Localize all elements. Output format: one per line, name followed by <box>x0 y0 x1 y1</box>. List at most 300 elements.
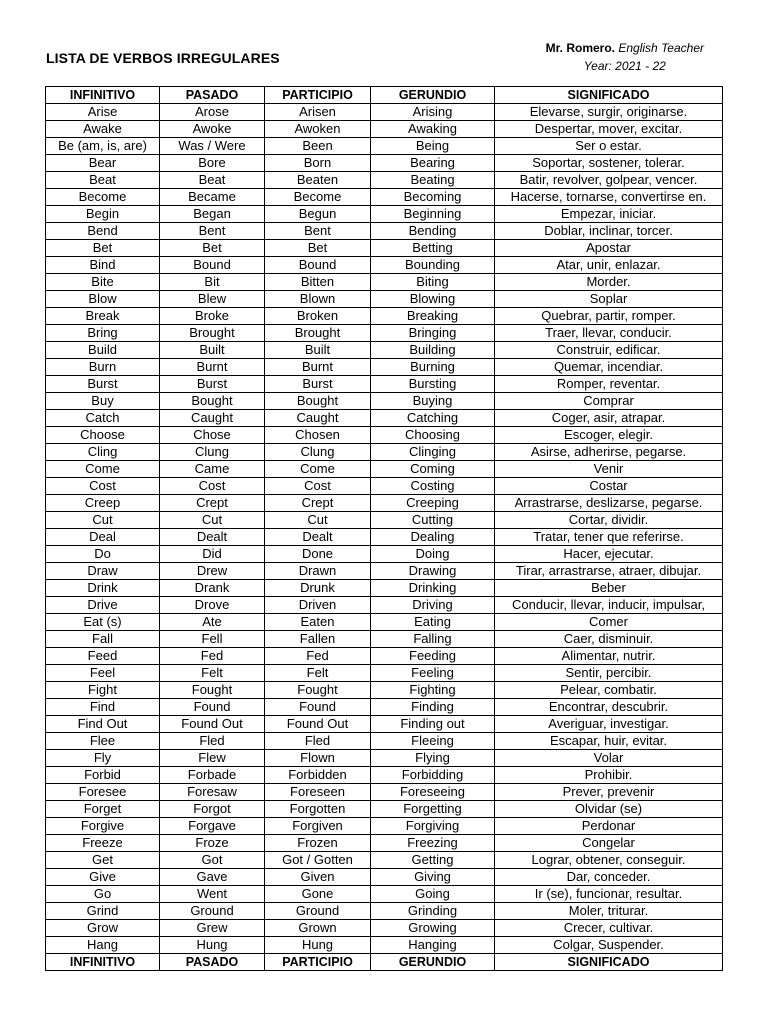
table-footer-row <box>46 954 723 971</box>
cell-gerundio: Catching <box>371 410 495 427</box>
table-row <box>46 869 723 886</box>
cell-participio: Bound <box>265 257 371 274</box>
table-row <box>46 733 723 750</box>
cell-gerundio: Feeding <box>371 648 495 665</box>
cell-gerundio: Drinking <box>371 580 495 597</box>
cell-pasado: Built <box>160 342 265 359</box>
cell-infinitivo: Bind <box>46 257 160 274</box>
cell-participio: Bent <box>265 223 371 240</box>
cell-participio: Bought <box>265 393 371 410</box>
cell-pasado: Fell <box>160 631 265 648</box>
cell-pasado: Foresaw <box>160 784 265 801</box>
cell-pasado: Found <box>160 699 265 716</box>
cell-gerundio: Being <box>371 138 495 155</box>
cell-participio: Found <box>265 699 371 716</box>
cell-infinitivo: Feed <box>46 648 160 665</box>
table-row <box>46 325 723 342</box>
cell-pasado: Forgot <box>160 801 265 818</box>
cell-infinitivo: Arise <box>46 104 160 121</box>
cell-significado: Romper, reventar. <box>495 376 723 393</box>
cell-infinitivo: Find Out <box>46 716 160 733</box>
cell-participio: Fled <box>265 733 371 750</box>
cell-pasado: Ground <box>160 903 265 920</box>
cell-participio: Bet <box>265 240 371 257</box>
cell-significado: Ser o estar. <box>495 138 723 155</box>
cell-participio: Crept <box>265 495 371 512</box>
cell-gerundio: Beating <box>371 172 495 189</box>
cell-gerundio: Falling <box>371 631 495 648</box>
cell-gerundio: Buying <box>371 393 495 410</box>
cell-significado: Hacerse, tornarse, convertirse en. <box>495 189 723 206</box>
cell-participio: Burnt <box>265 359 371 376</box>
cell-participio: Bitten <box>265 274 371 291</box>
cell-participio: Forbidden <box>265 767 371 784</box>
cell-participio: Broken <box>265 308 371 325</box>
cell-infinitivo: Awake <box>46 121 160 138</box>
cell-participio: Got / Gotten <box>265 852 371 869</box>
table-row <box>46 223 723 240</box>
cell-gerundio: Drawing <box>371 563 495 580</box>
cell-pasado: Blew <box>160 291 265 308</box>
column-header-participio: PARTICIPIO <box>265 87 371 104</box>
table-row <box>46 376 723 393</box>
cell-significado: Crecer, cultivar. <box>495 920 723 937</box>
table-row <box>46 835 723 852</box>
cell-pasado: Fed <box>160 648 265 665</box>
cell-gerundio: Bearing <box>371 155 495 172</box>
cell-infinitivo: Forget <box>46 801 160 818</box>
cell-significado: Apostar <box>495 240 723 257</box>
cell-gerundio: Freezing <box>371 835 495 852</box>
cell-pasado: Froze <box>160 835 265 852</box>
cell-gerundio: Dealing <box>371 529 495 546</box>
cell-pasado: Drove <box>160 597 265 614</box>
cell-participio: Drunk <box>265 580 371 597</box>
cell-infinitivo: Begin <box>46 206 160 223</box>
table-row <box>46 104 723 121</box>
cell-participio: Come <box>265 461 371 478</box>
cell-gerundio: Breaking <box>371 308 495 325</box>
cell-pasado: Clung <box>160 444 265 461</box>
cell-infinitivo: Freeze <box>46 835 160 852</box>
cell-gerundio: Bounding <box>371 257 495 274</box>
cell-pasado: Forbade <box>160 767 265 784</box>
cell-significado: Soportar, sostener, tolerar. <box>495 155 723 172</box>
cell-infinitivo: Creep <box>46 495 160 512</box>
cell-infinitivo: Give <box>46 869 160 886</box>
cell-infinitivo: Drive <box>46 597 160 614</box>
cell-pasado: Bent <box>160 223 265 240</box>
cell-pasado: Did <box>160 546 265 563</box>
cell-gerundio: Doing <box>371 546 495 563</box>
table-row <box>46 512 723 529</box>
cell-participio: Eaten <box>265 614 371 631</box>
table-row <box>46 274 723 291</box>
cell-infinitivo: Forbid <box>46 767 160 784</box>
cell-pasado: Began <box>160 206 265 223</box>
cell-gerundio: Finding <box>371 699 495 716</box>
cell-infinitivo: Flee <box>46 733 160 750</box>
school-year: Year: 2021 - 22 <box>583 59 666 73</box>
cell-participio: Fallen <box>265 631 371 648</box>
cell-pasado: Cut <box>160 512 265 529</box>
cell-pasado: Drank <box>160 580 265 597</box>
cell-infinitivo: Come <box>46 461 160 478</box>
cell-gerundio: Growing <box>371 920 495 937</box>
cell-participio: Cost <box>265 478 371 495</box>
cell-significado: Quebrar, partir, romper. <box>495 308 723 325</box>
cell-infinitivo: Bear <box>46 155 160 172</box>
cell-significado: Soplar <box>495 291 723 308</box>
table-row <box>46 359 723 376</box>
cell-pasado: Dealt <box>160 529 265 546</box>
column-header-pasado: PASADO <box>160 87 265 104</box>
cell-infinitivo: Bring <box>46 325 160 342</box>
cell-participio: Given <box>265 869 371 886</box>
cell-infinitivo: Fall <box>46 631 160 648</box>
cell-infinitivo: Fly <box>46 750 160 767</box>
table-row <box>46 563 723 580</box>
cell-participio: Drawn <box>265 563 371 580</box>
table-row <box>46 444 723 461</box>
cell-significado: Prohibir. <box>495 767 723 784</box>
cell-pasado: Beat <box>160 172 265 189</box>
cell-pasado: Crept <box>160 495 265 512</box>
table-row <box>46 240 723 257</box>
table-row <box>46 206 723 223</box>
cell-significado: Despertar, mover, excitar. <box>495 121 723 138</box>
cell-pasado: Brought <box>160 325 265 342</box>
cell-pasado: Fought <box>160 682 265 699</box>
cell-infinitivo: Buy <box>46 393 160 410</box>
table-row <box>46 852 723 869</box>
cell-participio: Found Out <box>265 716 371 733</box>
cell-participio: Fought <box>265 682 371 699</box>
cell-gerundio: Becoming <box>371 189 495 206</box>
cell-gerundio: Fleeing <box>371 733 495 750</box>
cell-participio: Forgiven <box>265 818 371 835</box>
cell-significado: Traer, llevar, conducir. <box>495 325 723 342</box>
cell-infinitivo: Eat (s) <box>46 614 160 631</box>
cell-gerundio: Biting <box>371 274 495 291</box>
cell-pasado: Flew <box>160 750 265 767</box>
table-row <box>46 801 723 818</box>
cell-gerundio: Burning <box>371 359 495 376</box>
cell-infinitivo: Do <box>46 546 160 563</box>
cell-infinitivo: Cost <box>46 478 160 495</box>
cell-infinitivo: Draw <box>46 563 160 580</box>
cell-significado: Doblar, inclinar, torcer. <box>495 223 723 240</box>
table-row <box>46 257 723 274</box>
table-row <box>46 886 723 903</box>
cell-gerundio: Getting <box>371 852 495 869</box>
cell-gerundio: Costing <box>371 478 495 495</box>
cell-participio: Gone <box>265 886 371 903</box>
table-row <box>46 291 723 308</box>
cell-pasado: Grew <box>160 920 265 937</box>
cell-gerundio: Creeping <box>371 495 495 512</box>
cell-participio: Foreseen <box>265 784 371 801</box>
cell-gerundio: Clinging <box>371 444 495 461</box>
cell-infinitivo: Build <box>46 342 160 359</box>
cell-infinitivo: Choose <box>46 427 160 444</box>
table-row <box>46 818 723 835</box>
cell-pasado: Bound <box>160 257 265 274</box>
column-header-significado: SIGNIFICADO <box>495 87 723 104</box>
cell-infinitivo: Find <box>46 699 160 716</box>
cell-significado: Colgar, Suspender. <box>495 937 723 954</box>
cell-pasado: Went <box>160 886 265 903</box>
cell-significado: Construir, edificar. <box>495 342 723 359</box>
table-row <box>46 597 723 614</box>
cell-significado: Beber <box>495 580 723 597</box>
cell-participio: Burst <box>265 376 371 393</box>
cell-significado: Olvidar (se) <box>495 801 723 818</box>
table-row <box>46 410 723 427</box>
cell-pasado: Ate <box>160 614 265 631</box>
cell-significado: Arrastrarse, deslizarse, pegarse. <box>495 495 723 512</box>
table-row <box>46 495 723 512</box>
cell-gerundio: Foreseeing <box>371 784 495 801</box>
cell-infinitivo: Beat <box>46 172 160 189</box>
table-row <box>46 189 723 206</box>
cell-infinitivo: Go <box>46 886 160 903</box>
cell-gerundio: Driving <box>371 597 495 614</box>
table-row <box>46 903 723 920</box>
cell-gerundio: Beginning <box>371 206 495 223</box>
table-row <box>46 784 723 801</box>
column-footer-infinitivo: INFINITIVO <box>46 954 160 971</box>
cell-participio: Clung <box>265 444 371 461</box>
cell-pasado: Got <box>160 852 265 869</box>
cell-significado: Sentir, percibir. <box>495 665 723 682</box>
cell-participio: Begun <box>265 206 371 223</box>
cell-significado: Batir, revolver, golpear, vencer. <box>495 172 723 189</box>
cell-pasado: Bore <box>160 155 265 172</box>
cell-significado: Morder. <box>495 274 723 291</box>
cell-gerundio: Forgetting <box>371 801 495 818</box>
cell-significado: Asirse, adherirse, pegarse. <box>495 444 723 461</box>
cell-pasado: Bought <box>160 393 265 410</box>
cell-significado: Quemar, incendiar. <box>495 359 723 376</box>
cell-gerundio: Cutting <box>371 512 495 529</box>
cell-participio: Awoken <box>265 121 371 138</box>
irregular-verbs-table <box>45 86 723 971</box>
cell-pasado: Drew <box>160 563 265 580</box>
cell-participio: Fed <box>265 648 371 665</box>
cell-participio: Driven <box>265 597 371 614</box>
cell-significado: Moler, triturar. <box>495 903 723 920</box>
table-row <box>46 172 723 189</box>
cell-infinitivo: Drink <box>46 580 160 597</box>
document-title: LISTA DE VERBOS IRREGULARES <box>46 50 280 66</box>
cell-significado: Alimentar, nutrir. <box>495 648 723 665</box>
cell-significado: Caer, disminuir. <box>495 631 723 648</box>
cell-participio: Forgotten <box>265 801 371 818</box>
cell-significado: Comprar <box>495 393 723 410</box>
cell-gerundio: Fighting <box>371 682 495 699</box>
cell-participio: Beaten <box>265 172 371 189</box>
cell-participio: Blown <box>265 291 371 308</box>
cell-infinitivo: Cut <box>46 512 160 529</box>
cell-gerundio: Flying <box>371 750 495 767</box>
cell-significado: Lograr, obtener, conseguir. <box>495 852 723 869</box>
table-row <box>46 529 723 546</box>
table-row <box>46 461 723 478</box>
table-row <box>46 648 723 665</box>
table-row <box>46 138 723 155</box>
column-header-gerundio: GERUNDIO <box>371 87 495 104</box>
table-row <box>46 716 723 733</box>
table-row <box>46 580 723 597</box>
cell-infinitivo: Become <box>46 189 160 206</box>
cell-gerundio: Coming <box>371 461 495 478</box>
table-row <box>46 920 723 937</box>
cell-significado: Encontrar, descubrir. <box>495 699 723 716</box>
cell-infinitivo: Feel <box>46 665 160 682</box>
cell-pasado: Caught <box>160 410 265 427</box>
cell-significado: Atar, unir, enlazar. <box>495 257 723 274</box>
cell-infinitivo: Hang <box>46 937 160 954</box>
cell-infinitivo: Foresee <box>46 784 160 801</box>
cell-significado: Perdonar <box>495 818 723 835</box>
cell-infinitivo: Burst <box>46 376 160 393</box>
cell-significado: Ir (se), funcionar, resultar. <box>495 886 723 903</box>
cell-gerundio: Bending <box>371 223 495 240</box>
cell-gerundio: Choosing <box>371 427 495 444</box>
cell-significado: Costar <box>495 478 723 495</box>
cell-significado: Escoger, elegir. <box>495 427 723 444</box>
cell-significado: Escapar, huir, evitar. <box>495 733 723 750</box>
cell-pasado: Cost <box>160 478 265 495</box>
cell-significado: Cortar, dividir. <box>495 512 723 529</box>
cell-participio: Caught <box>265 410 371 427</box>
cell-significado: Tratar, tener que referirse. <box>495 529 723 546</box>
cell-gerundio: Forgiving <box>371 818 495 835</box>
cell-participio: Become <box>265 189 371 206</box>
table-row <box>46 155 723 172</box>
cell-gerundio: Arising <box>371 104 495 121</box>
table-row <box>46 614 723 631</box>
cell-pasado: Bet <box>160 240 265 257</box>
cell-pasado: Arose <box>160 104 265 121</box>
teacher-role: English Teacher <box>618 41 704 55</box>
cell-participio: Hung <box>265 937 371 954</box>
cell-significado: Comer <box>495 614 723 631</box>
column-footer-pasado: PASADO <box>160 954 265 971</box>
cell-pasado: Felt <box>160 665 265 682</box>
cell-gerundio: Hanging <box>371 937 495 954</box>
cell-gerundio: Bursting <box>371 376 495 393</box>
column-footer-gerundio: GERUNDIO <box>371 954 495 971</box>
table-row <box>46 427 723 444</box>
table-row <box>46 699 723 716</box>
teacher-info <box>546 39 704 75</box>
cell-gerundio: Blowing <box>371 291 495 308</box>
cell-significado: Prever, prevenir <box>495 784 723 801</box>
cell-gerundio: Bringing <box>371 325 495 342</box>
cell-significado: Averiguar, investigar. <box>495 716 723 733</box>
table-row <box>46 308 723 325</box>
cell-significado: Hacer, ejecutar. <box>495 546 723 563</box>
cell-pasado: Chose <box>160 427 265 444</box>
cell-significado: Coger, asir, atrapar. <box>495 410 723 427</box>
cell-gerundio: Feeling <box>371 665 495 682</box>
cell-participio: Brought <box>265 325 371 342</box>
cell-pasado: Burst <box>160 376 265 393</box>
cell-gerundio: Forbidding <box>371 767 495 784</box>
cell-infinitivo: Forgive <box>46 818 160 835</box>
cell-infinitivo: Fight <box>46 682 160 699</box>
cell-infinitivo: Bend <box>46 223 160 240</box>
cell-pasado: Awoke <box>160 121 265 138</box>
cell-participio: Born <box>265 155 371 172</box>
cell-participio: Arisen <box>265 104 371 121</box>
cell-infinitivo: Burn <box>46 359 160 376</box>
cell-pasado: Broke <box>160 308 265 325</box>
column-header-infinitivo: INFINITIVO <box>46 87 160 104</box>
cell-pasado: Came <box>160 461 265 478</box>
cell-infinitivo: Catch <box>46 410 160 427</box>
table-row <box>46 750 723 767</box>
cell-pasado: Found Out <box>160 716 265 733</box>
column-footer-significado: SIGNIFICADO <box>495 954 723 971</box>
cell-infinitivo: Deal <box>46 529 160 546</box>
cell-significado: Pelear, combatir. <box>495 682 723 699</box>
cell-infinitivo: Be (am, is, are) <box>46 138 160 155</box>
cell-gerundio: Going <box>371 886 495 903</box>
table-row <box>46 767 723 784</box>
cell-significado: Volar <box>495 750 723 767</box>
cell-significado: Congelar <box>495 835 723 852</box>
cell-infinitivo: Break <box>46 308 160 325</box>
cell-participio: Chosen <box>265 427 371 444</box>
table-row <box>46 342 723 359</box>
table-row <box>46 393 723 410</box>
table-row <box>46 665 723 682</box>
cell-pasado: Gave <box>160 869 265 886</box>
cell-infinitivo: Get <box>46 852 160 869</box>
table-row <box>46 631 723 648</box>
cell-pasado: Forgave <box>160 818 265 835</box>
cell-pasado: Fled <box>160 733 265 750</box>
cell-pasado: Was / Were <box>160 138 265 155</box>
cell-gerundio: Betting <box>371 240 495 257</box>
cell-participio: Flown <box>265 750 371 767</box>
table-body <box>46 104 723 954</box>
cell-gerundio: Grinding <box>371 903 495 920</box>
cell-participio: Grown <box>265 920 371 937</box>
table-row <box>46 937 723 954</box>
cell-pasado: Burnt <box>160 359 265 376</box>
table-row <box>46 682 723 699</box>
cell-participio: Ground <box>265 903 371 920</box>
cell-participio: Dealt <box>265 529 371 546</box>
cell-participio: Cut <box>265 512 371 529</box>
cell-significado: Elevarse, surgir, originarse. <box>495 104 723 121</box>
cell-participio: Felt <box>265 665 371 682</box>
cell-gerundio: Giving <box>371 869 495 886</box>
cell-infinitivo: Cling <box>46 444 160 461</box>
cell-infinitivo: Grow <box>46 920 160 937</box>
cell-pasado: Bit <box>160 274 265 291</box>
cell-infinitivo: Grind <box>46 903 160 920</box>
cell-participio: Done <box>265 546 371 563</box>
cell-gerundio: Building <box>371 342 495 359</box>
cell-pasado: Became <box>160 189 265 206</box>
cell-gerundio: Eating <box>371 614 495 631</box>
cell-infinitivo: Bite <box>46 274 160 291</box>
